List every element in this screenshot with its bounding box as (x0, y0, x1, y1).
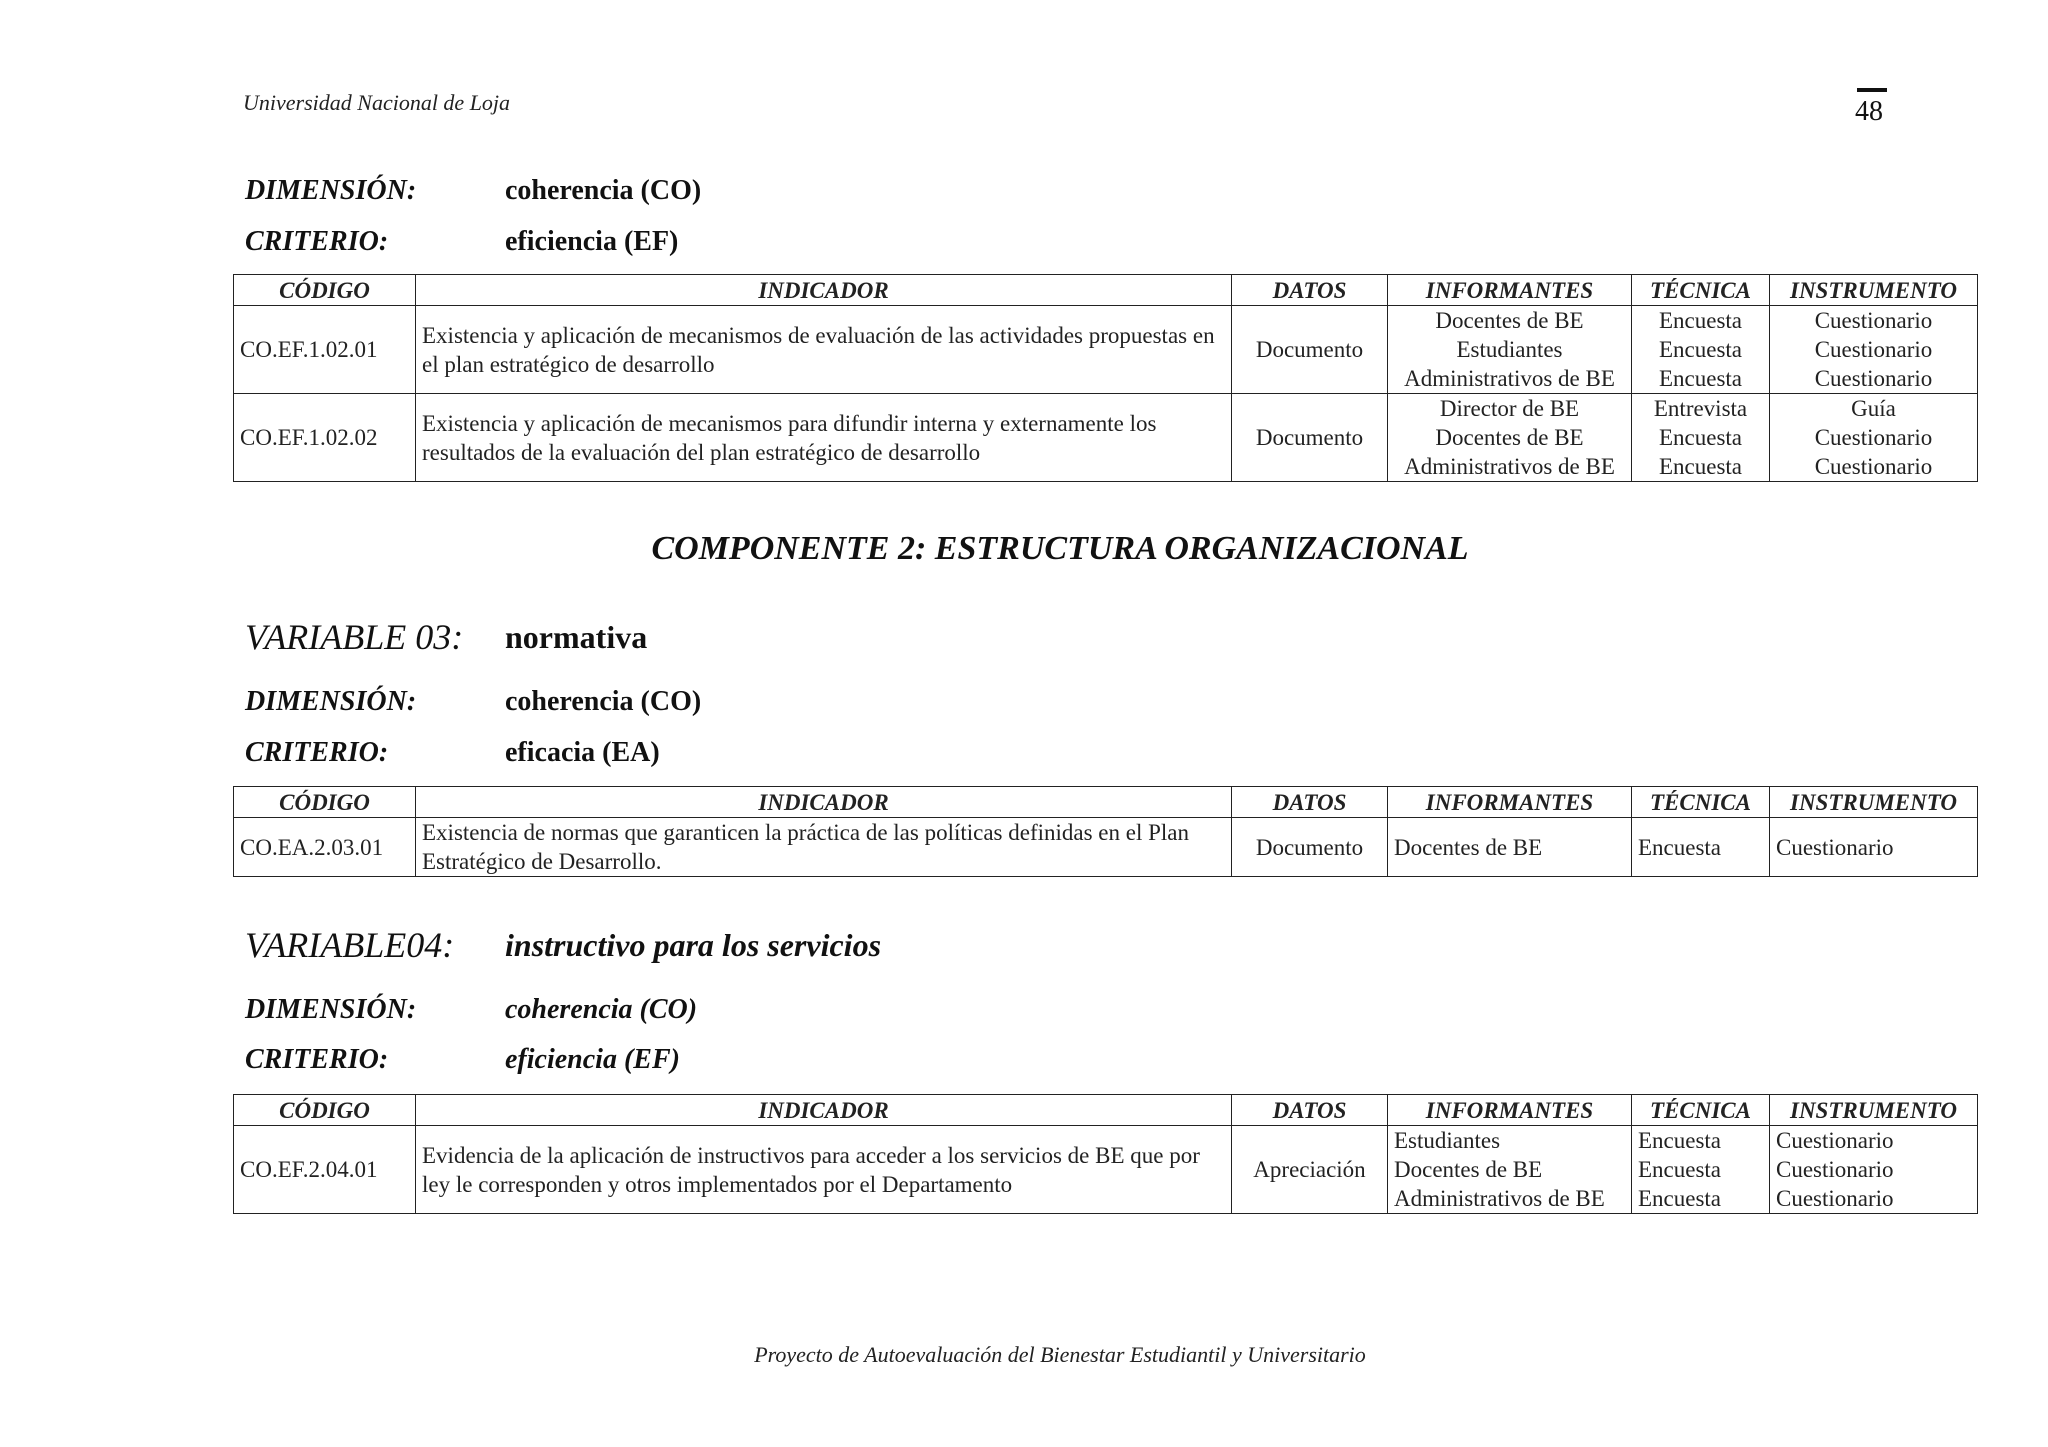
col-header-data: DATOS (1232, 275, 1388, 306)
col-header-informants: INFORMANTES (1388, 1095, 1632, 1126)
technique: Encuesta (1632, 818, 1770, 877)
criterion-label: CRITERIO: (245, 1044, 389, 1075)
col-header-code: CÓDIGO (234, 275, 416, 306)
table-row (234, 394, 1978, 482)
col-header-indicator: INDICADOR (416, 787, 1232, 818)
instrument: Cuestionario (1814, 308, 1933, 333)
variable-label: VARIABLE04: (245, 925, 455, 965)
instruments-cell (1770, 306, 1978, 394)
data-source: Documento (1232, 818, 1388, 877)
instrument: Cuestionario (1814, 366, 1933, 391)
indicator-code: CO.EA.2.03.01 (234, 818, 416, 877)
data-source: Apreciación (1232, 1126, 1388, 1214)
dimension-label: DIMENSIÓN: (245, 686, 417, 717)
informant: Estudiantes (1394, 1128, 1501, 1153)
technique: Encuesta (1658, 366, 1742, 391)
informant: Administrativos de BE (1404, 366, 1615, 391)
informant: Administrativos de BE (1394, 1186, 1605, 1211)
indicator-code: CO.EF.1.02.02 (234, 394, 416, 482)
table-row (234, 1126, 1978, 1214)
dimension-label: DIMENSIÓN: (245, 994, 417, 1025)
techniques-cell (1632, 306, 1770, 394)
informants-cell (1388, 306, 1632, 394)
col-header-technique: TÉCNICA (1632, 275, 1770, 306)
col-header-instrument: INSTRUMENTO (1770, 1095, 1978, 1126)
col-header-instrument: INSTRUMENTO (1770, 275, 1978, 306)
col-header-instrument: INSTRUMENTO (1770, 787, 1978, 818)
technique: Encuesta (1658, 308, 1742, 333)
informant: Docentes de BE (1388, 818, 1632, 877)
technique: Encuesta (1658, 425, 1742, 450)
informant: Docentes de BE (1435, 425, 1584, 450)
informant: Director de BE (1439, 396, 1580, 421)
table-header-row (234, 1095, 1978, 1126)
page-number-rule (1857, 88, 1887, 92)
dimension-value: coherencia (CO) (505, 175, 702, 206)
col-header-technique: TÉCNICA (1632, 1095, 1770, 1126)
col-header-indicator: INDICADOR (416, 1095, 1232, 1126)
variable-value: instructivo para los servicios (505, 927, 882, 963)
indicator-code: CO.EF.2.04.01 (234, 1126, 416, 1214)
informant: Docentes de BE (1435, 308, 1584, 333)
techniques-cell (1632, 1126, 1770, 1214)
data-source: Documento (1232, 306, 1388, 394)
indicator-table-1 (233, 274, 1978, 482)
variable-label: VARIABLE 03: (245, 617, 464, 657)
page-number: 48 (1855, 96, 1883, 127)
indicator-table-2 (233, 786, 1978, 877)
col-header-code: CÓDIGO (234, 1095, 416, 1126)
technique: Encuesta (1658, 454, 1742, 479)
criterion-value: eficiencia (EF) (505, 226, 679, 257)
table-header-row (234, 787, 1978, 818)
technique: Encuesta (1638, 1186, 1722, 1211)
running-footer: Proyecto de Autoevaluación del Bienestar Estudiantil y Universitario (754, 1342, 1366, 1367)
instrument: Cuestionario (1776, 1128, 1894, 1153)
instruments-cell (1770, 1126, 1978, 1214)
component-title: COMPONENTE 2: ESTRUCTURA ORGANIZACIONAL (651, 530, 1469, 567)
col-header-informants: INFORMANTES (1388, 787, 1632, 818)
table-row (234, 306, 1978, 394)
variable-value: normativa (505, 619, 648, 655)
informants-cell (1388, 394, 1632, 482)
informants-cell (1388, 1126, 1632, 1214)
technique: Encuesta (1658, 337, 1742, 362)
instrument: Cuestionario (1776, 1186, 1894, 1211)
indicator-text: Evidencia de la aplicación de instructivos para acceder a los servicios de BE que por ley le corresponden y otros implementados por el Departamento (416, 1126, 1232, 1214)
col-header-code: CÓDIGO (234, 787, 416, 818)
indicator-text: Existencia y aplicación de mecanismos de evaluación de las actividades propuestas en el plan estratégico de desarrollo (416, 306, 1232, 394)
techniques-cell (1632, 394, 1770, 482)
criterion-label: CRITERIO: (245, 226, 389, 257)
technique: Entrevista (1653, 396, 1748, 421)
informant: Estudiantes (1456, 337, 1563, 362)
dimension-value: coherencia (CO) (505, 994, 698, 1025)
data-source: Documento (1232, 394, 1388, 482)
col-header-informants: INFORMANTES (1388, 275, 1632, 306)
indicator-text: Existencia y aplicación de mecanismos para difundir interna y externamente los resultados de la evaluación del plan estratégico de desarrollo (416, 394, 1232, 482)
criterion-value: eficiencia (EF) (505, 1044, 680, 1075)
table-header-row (234, 275, 1978, 306)
criterion-value: eficacia (EA) (505, 737, 660, 768)
instrument: Cuestionario (1770, 818, 1978, 877)
informant: Administrativos de BE (1404, 454, 1615, 479)
running-header: Universidad Nacional de Loja (243, 90, 511, 115)
dimension-value: coherencia (CO) (505, 686, 702, 717)
indicator-code: CO.EF.1.02.01 (234, 306, 416, 394)
col-header-technique: TÉCNICA (1632, 787, 1770, 818)
col-header-indicator: INDICADOR (416, 275, 1232, 306)
instrument: Cuestionario (1814, 454, 1933, 479)
instruments-cell (1770, 394, 1978, 482)
informant: Docentes de BE (1394, 1157, 1543, 1182)
dimension-label: DIMENSIÓN: (245, 175, 417, 206)
col-header-data: DATOS (1232, 787, 1388, 818)
instrument: Guía (1851, 396, 1896, 421)
instrument: Cuestionario (1814, 425, 1933, 450)
technique: Encuesta (1638, 1157, 1722, 1182)
technique: Encuesta (1638, 1128, 1722, 1153)
col-header-data: DATOS (1232, 1095, 1388, 1126)
indicator-text: Existencia de normas que garanticen la práctica de las políticas definidas en el Plan Estratégico de Desarrollo. (416, 818, 1232, 877)
table-row (234, 818, 1978, 877)
indicator-table-3 (233, 1094, 1978, 1214)
instrument: Cuestionario (1776, 1157, 1894, 1182)
criterion-label: CRITERIO: (245, 737, 389, 768)
instrument: Cuestionario (1814, 337, 1933, 362)
